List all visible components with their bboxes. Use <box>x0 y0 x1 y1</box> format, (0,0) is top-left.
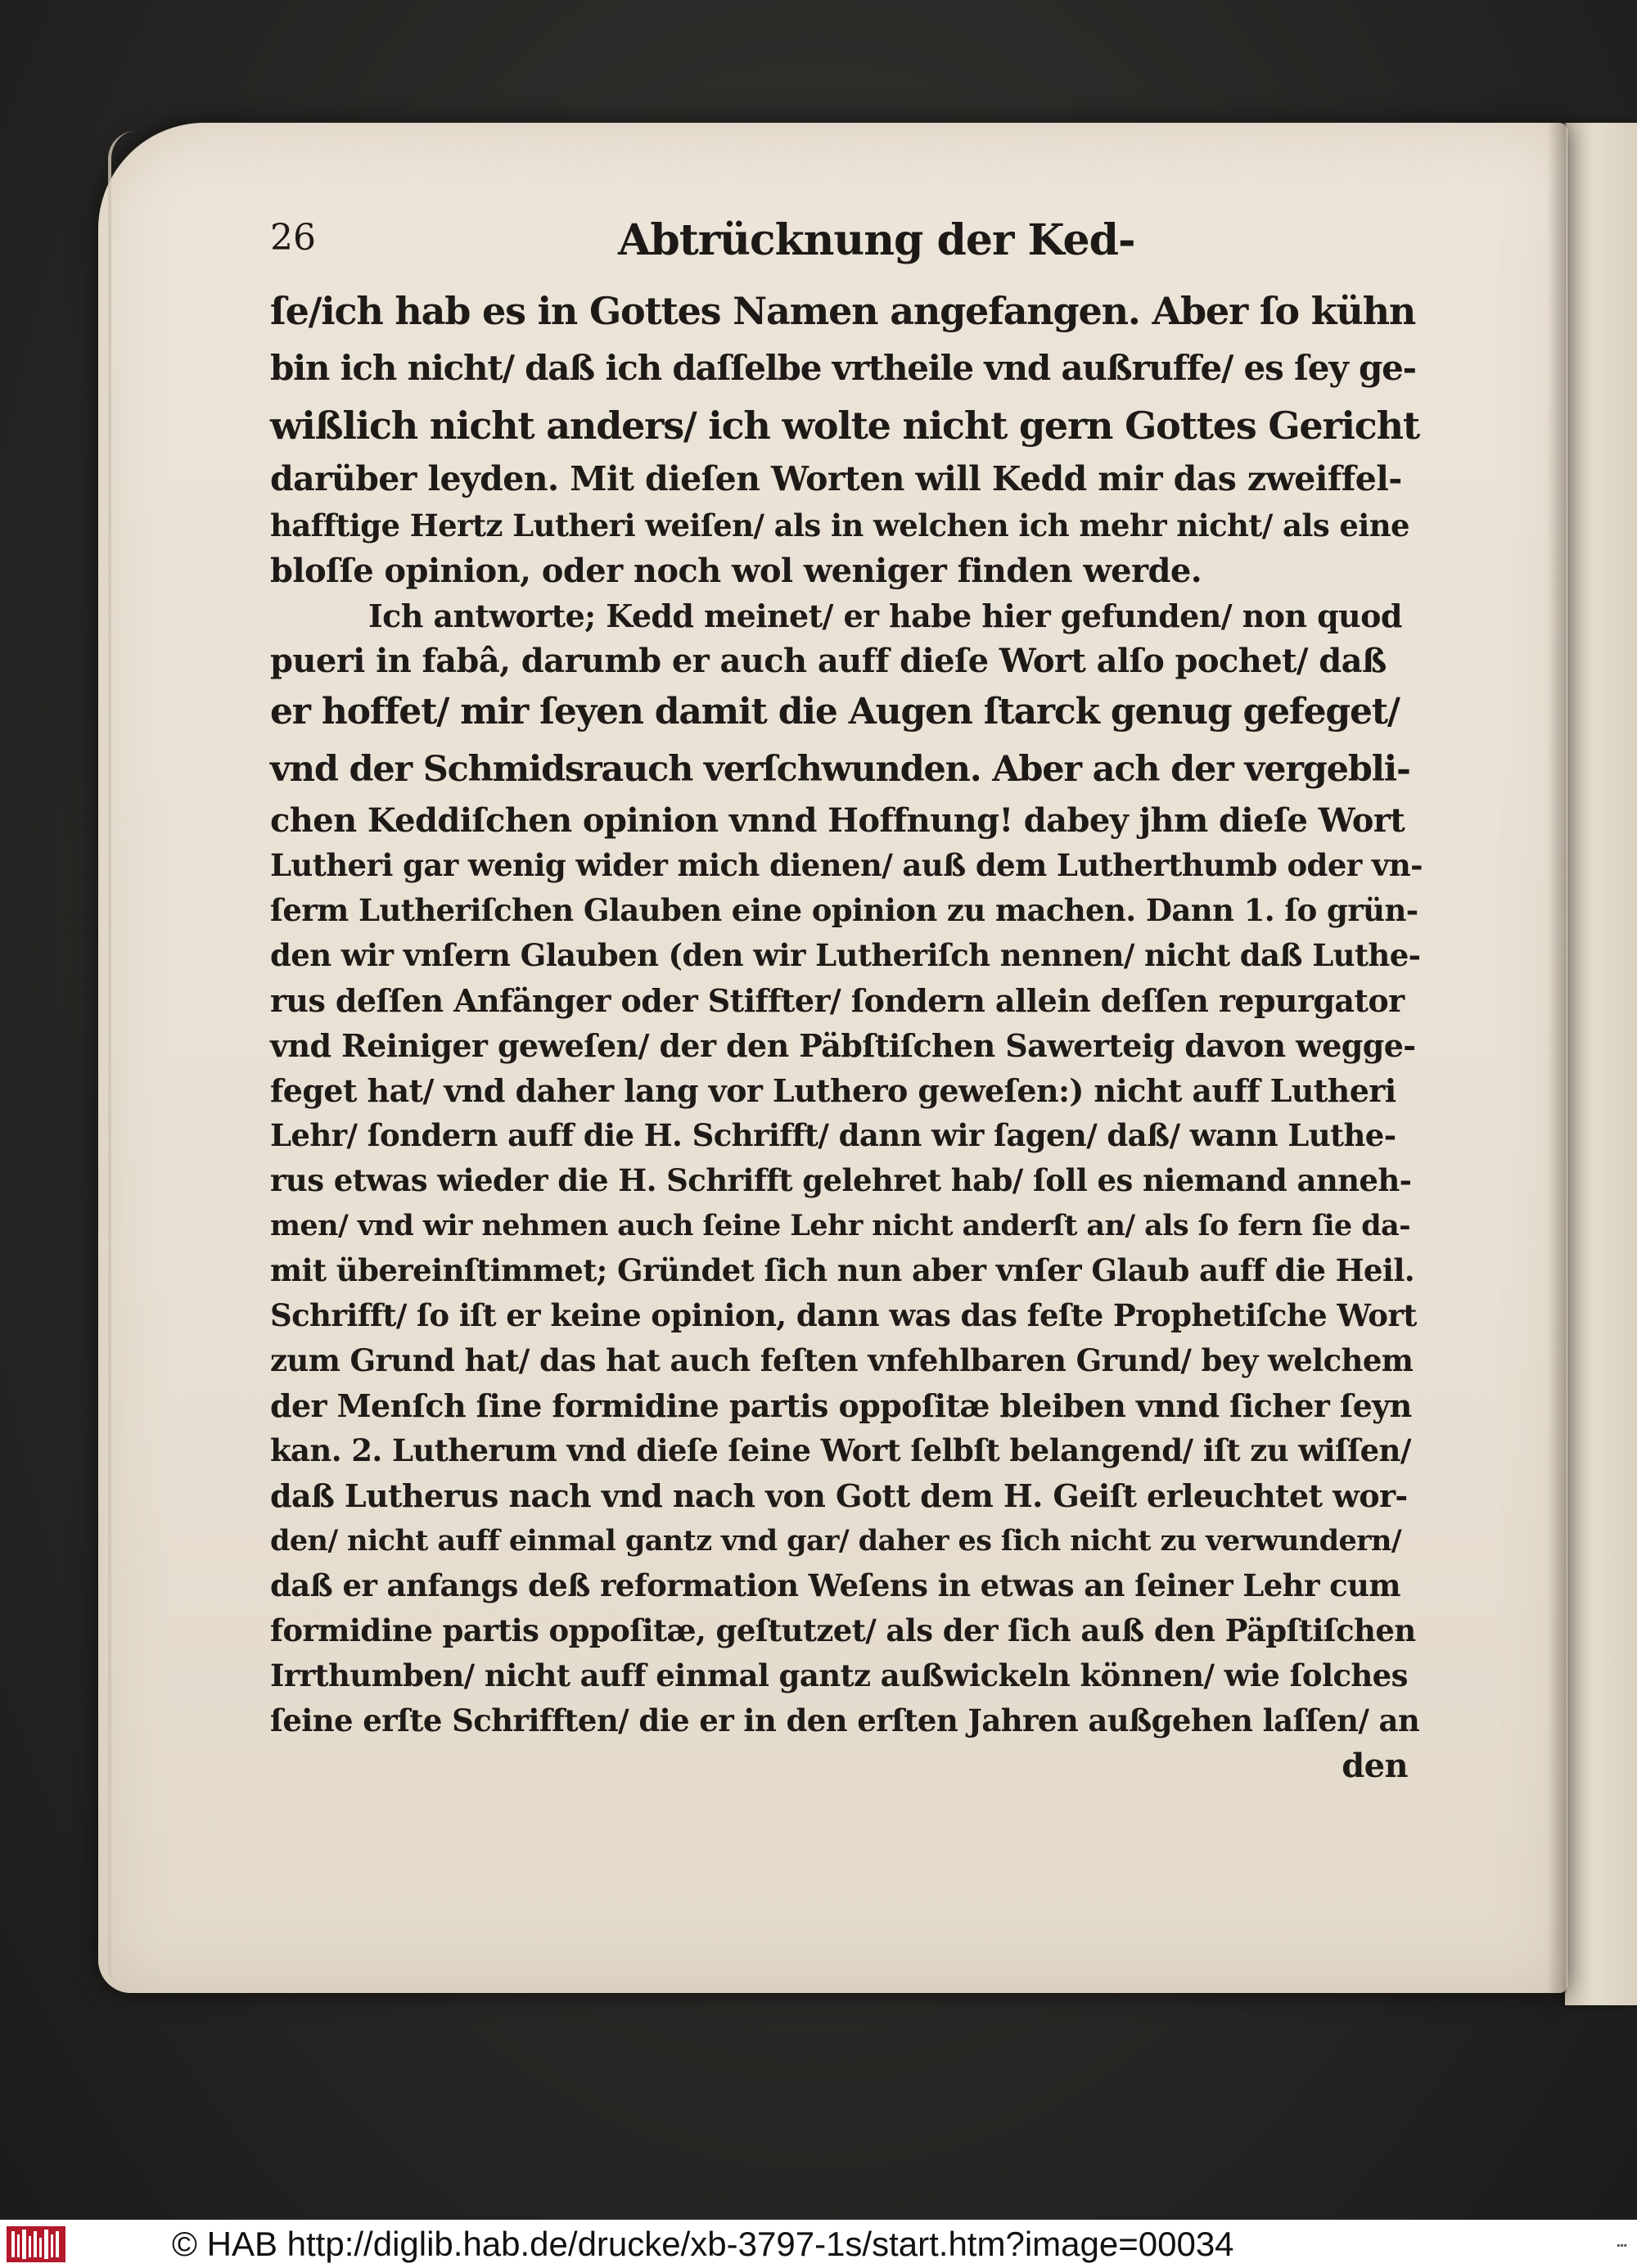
page-number: 26 <box>270 217 316 259</box>
text-line: er hoffet/ mir ſeyen damit die Augen ſtarck genug gefeget/ <box>270 691 1400 733</box>
text-line: Irrthumben/ nicht auff einmal gantz außwickeln können/ wie ſolches <box>270 1657 1408 1693</box>
text-line: den wir vnſern Glauben (den wir Lutheriſch nennen/ nicht daß Luthe- <box>270 937 1421 973</box>
text-line: Ich antworte; Kedd meinet/ er habe hier gefunden/ non quod <box>368 597 1402 634</box>
text-line: der Menſch ſine formidine partis oppoſitæ bleiben vnnd ſicher ſeyn <box>270 1387 1412 1424</box>
text-line: chen Keddiſchen opinion vnnd Hoffnung! dabey jhm dieſe Wort <box>270 801 1405 840</box>
page-header <box>270 209 1457 274</box>
body-text <box>270 282 1424 1788</box>
text-line: daß er anfangs deß reformation Weſens in etwas an ſeiner Lehr cum <box>270 1567 1400 1603</box>
text-line: rus etwas wieder die H. Schrifft gelehret hab/ ſoll es niemand anneh- <box>270 1162 1412 1198</box>
text-line: Schrifft/ ſo iſt er keine opinion, dann was das feſte Prophetiſche Wort <box>270 1297 1417 1333</box>
text-line: feget hat/ vnd daher lang vor Luthero geweſen:) nicht auff Lutheri <box>270 1072 1396 1109</box>
hab-barcode-logo-icon <box>7 2226 65 2262</box>
text-line: Lutheri gar wenig wider mich dienen/ auß dem Lutherthumb oder vn- <box>270 847 1423 883</box>
footer-mark: ▪▪▪ <box>1617 2239 1627 2251</box>
running-head: Abtrücknung der Ked- <box>618 215 1135 265</box>
facing-page-edge <box>1565 123 1637 2005</box>
text-line: pueri in fabâ, darumb er auch auff dieſe Wort alſo pochet/ daß <box>270 642 1387 680</box>
text-line: daß Lutherus nach vnd nach von Gott dem H. Geiſt erleuchtet wor- <box>270 1477 1408 1514</box>
text-line: den/ nicht auff einmal gantz vnd gar/ daher es ſich nicht zu verwundern/ <box>270 1524 1402 1558</box>
text-line: ſe/ich hab es in Gottes Namen angefangen. Aber ſo kühn <box>270 289 1416 333</box>
text-line: ſeine erſte Schrifften/ die er in den erſten Jahren außgehen laſſen/ an <box>270 1702 1420 1738</box>
text-line: ſerm Lutheriſchen Glauben eine opinion zu machen. Dann 1. ſo grün- <box>270 892 1418 928</box>
text-line: rus deſſen Anfänger oder Stiffter/ ſondern allein deſſen repurgator <box>270 982 1405 1019</box>
text-line: formidine partis oppoſitæ, geſtutzet/ als der ſich auß den Päpſtiſchen <box>270 1612 1416 1648</box>
text-line: wißlich nicht anders/ ich wolte nicht gern Gottes Gericht <box>270 404 1419 448</box>
text-line: kan. 2. Lutherum vnd dieſe ſeine Wort ſelbſt belangend/ iſt zu wiſſen/ <box>270 1432 1411 1468</box>
copyright-footer <box>0 2220 1637 2268</box>
catchword: den <box>1342 1747 1408 1785</box>
text-line: men/ vnd wir nehmen auch ſeine Lehr nicht anderſt an/ als ſo fern ſie da- <box>270 1209 1411 1242</box>
text-line: zum Grund hat/ das hat auch feſten vnfehlbaren Grund/ bey welchem <box>270 1342 1414 1378</box>
text-line: bloſſe opinion, oder noch wol weniger finden werde. <box>270 552 1202 590</box>
page-stack-edge <box>108 131 136 1981</box>
text-line: mit übereinſtimmet; Gründet ſich nun aber vnſer Glaub auff die Heil. <box>270 1252 1415 1288</box>
page-gutter-shadow <box>1547 123 1567 1993</box>
text-line: hafftige Hertz Lutheri weiſen/ als in welchen ich mehr nicht/ als eine <box>270 507 1409 543</box>
text-line: vnd der Schmidsrauch verſchwunden. Aber ach der vergebli- <box>270 749 1410 790</box>
text-line: Lehr/ ſondern auff die H. Schrifft/ dann wir ſagen/ daß/ wann Luthe- <box>270 1117 1396 1153</box>
copyright-link[interactable]: © HAB http://diglib.hab.de/drucke/xb-3797-1s/start.htm?image=00034 <box>172 2225 1234 2263</box>
text-line: vnd Reiniger geweſen/ der den Päbſtiſchen Sawerteig davon wegge- <box>270 1027 1416 1064</box>
text-line: bin ich nicht/ daß ich daſſelbe vrtheile vnd außruffe/ es ſey ge- <box>270 348 1416 388</box>
text-line: darüber leyden. Mit dieſen Worten will Kedd mir das zweiffel- <box>270 459 1402 498</box>
